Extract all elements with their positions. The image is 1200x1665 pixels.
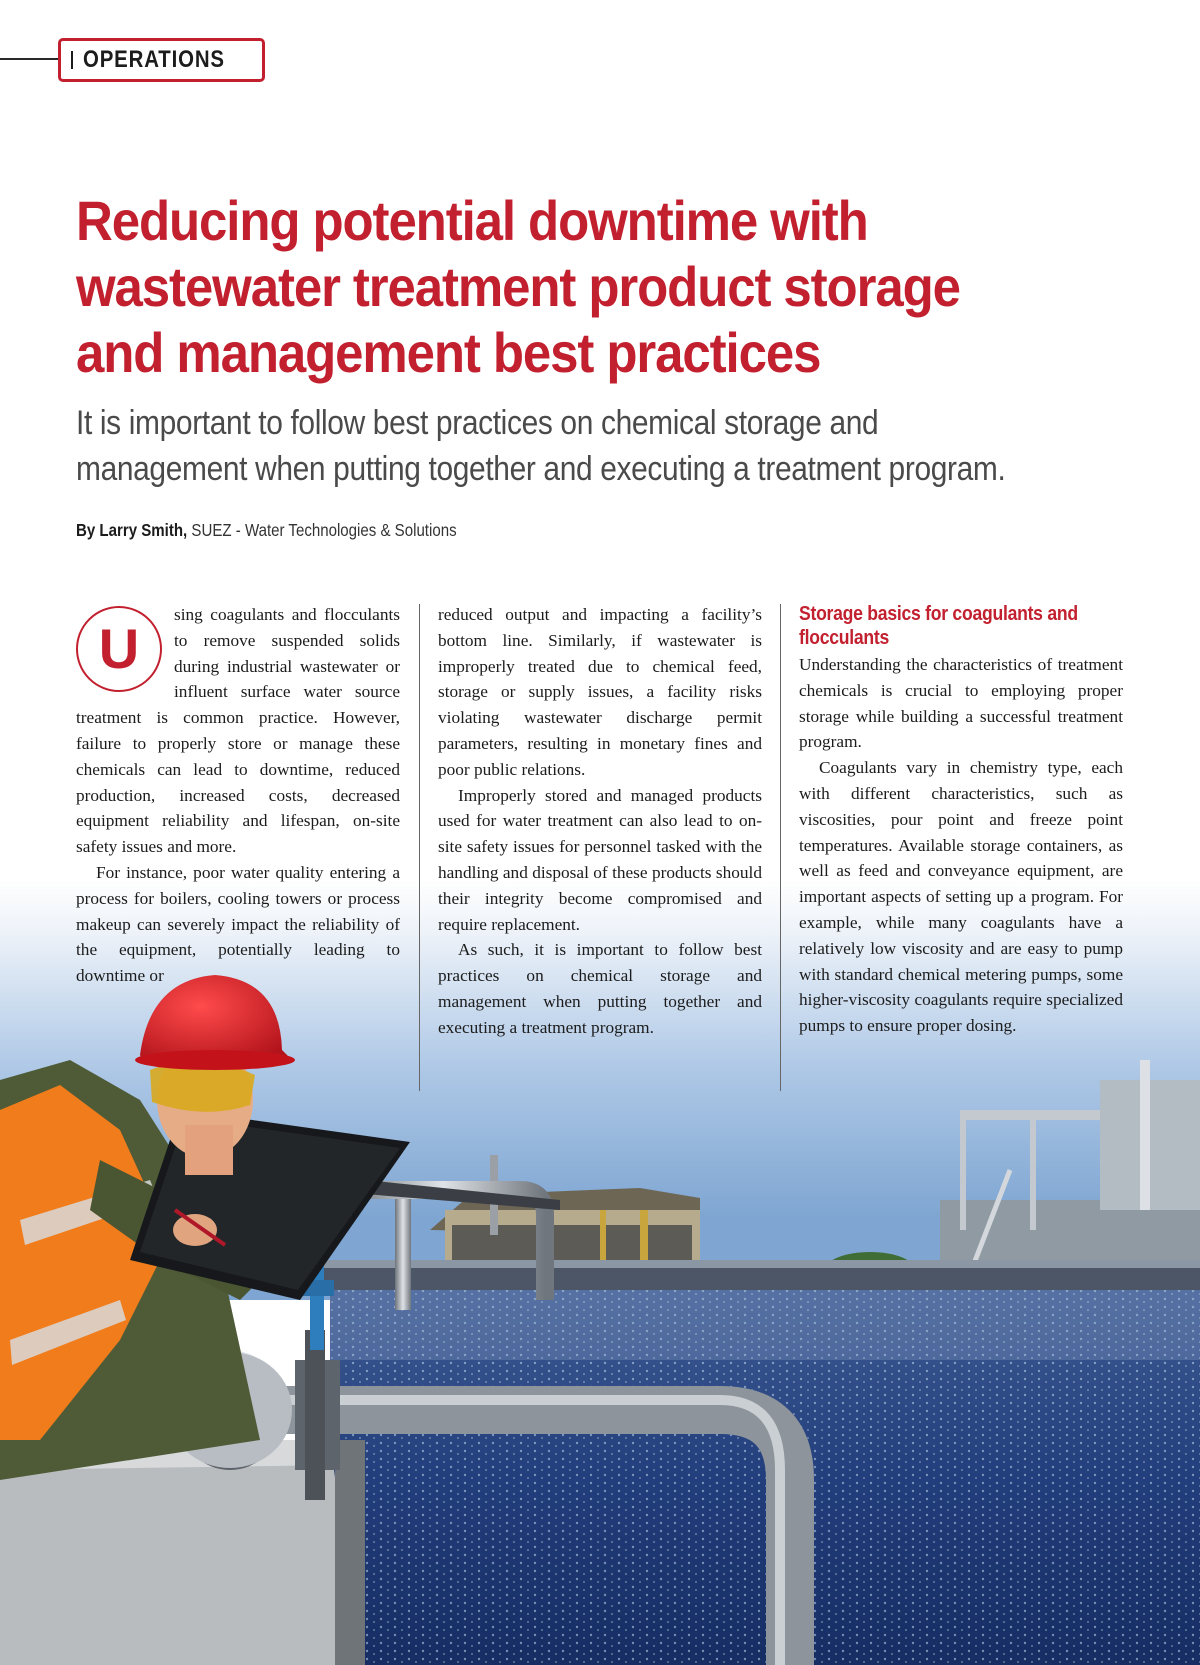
column1-paragraph-2: For instance, poor water quality entering a process for boilers, cooling towers or process makeup can severely impact the reliability of the equipment, potentially leading to downtime or	[76, 862, 400, 986]
column2-paragraph-3: As such, it is important to follow best practices on chemical storage and management when putting together and executing a treatment program.	[438, 940, 762, 1037]
tag-rule	[0, 58, 60, 60]
section-tag	[58, 38, 265, 82]
section-tag-label: OPERATIONS	[83, 46, 225, 73]
column-divider-1	[419, 604, 420, 1091]
headline: Reducing potential downtime with wastewater treatment product storage and management best practices	[76, 189, 960, 384]
column2-paragraph-2: Improperly stored and managed products used for water treatment can also lead to on-site safety issues for personnel tasked with the handling and disposal of these products should their integrity become compromised and require replacement.	[438, 785, 762, 934]
section-subhead: Storage basics for coagulants and flocculants	[799, 603, 1078, 649]
byline-affiliation: SUEZ - Water Technologies & Solutions	[187, 520, 457, 540]
dropcap: U	[76, 606, 162, 692]
column3-paragraph-2: Coagulants vary in chemistry type, each with different characteristics, such as viscosities, pour point and freeze point temperatures. Available storage containers, as well as feed and conveyance equipment, are important aspects of setting up a program. For example, while many coagulants have a relatively low viscosity and are easy to pump with standard chemical metering pumps, some higher-viscosity coagulants require specialized pumps to ensure proper dosing.	[799, 758, 1123, 1036]
column1-paragraph-1: sing coagulants and flocculants to remove suspended solids during industrial wastewater or influent surface water source treatment is common practice. However, failure to properly store or manage these chemicals can lead to downtime, reduced production, increased costs, decreased equipment reliability and lifespan, on-site safety issues and more.	[76, 605, 400, 857]
article-column-2	[438, 602, 762, 1041]
article-column-1	[76, 602, 400, 989]
column3-paragraph-1: Understanding the characteristics of treatment chemicals is crucial to employing proper storage while building a successful treatment program.	[799, 655, 1123, 752]
article-column-3	[799, 602, 1123, 1039]
byline-author: By Larry Smith,	[76, 520, 188, 540]
byline	[76, 520, 592, 541]
deck: It is important to follow best practices on chemical storage and management when putting together and executing a treatment program.	[76, 404, 1006, 488]
column2-paragraph-1: reduced output and impacting a facility’s bottom line. Similarly, if wastewater is improperly treated due to chemical feed, storage or supply issues, a facility risks violating wastewater discharge permit parameters, resulting in monetary fines and poor public relations.	[438, 605, 762, 779]
tag-bar-icon	[71, 51, 73, 69]
column-divider-2	[780, 604, 781, 1091]
